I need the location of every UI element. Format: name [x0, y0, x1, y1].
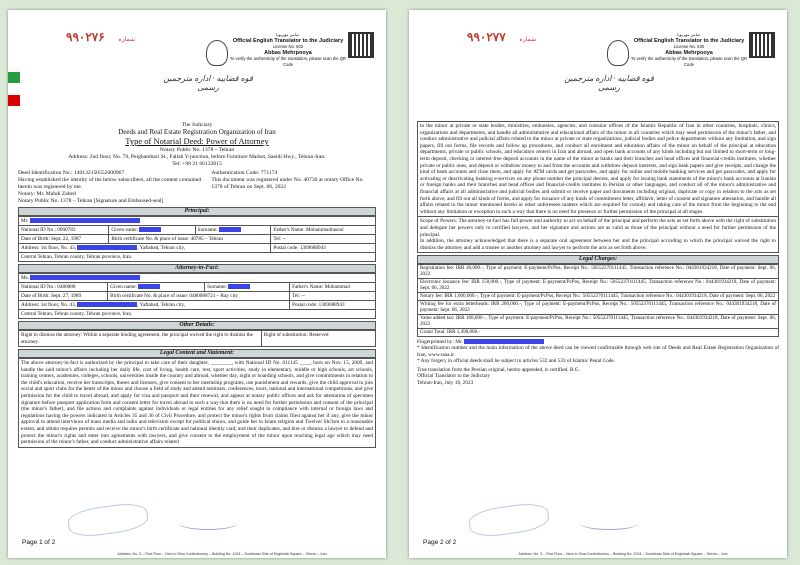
attorney-table: Ms. National ID No.: 0480088 Given name: Surname: Father's Name: Mohammad Date of Birth: Sept. 27, 1989 Birth certificate No. & place of issue: 0480088721 – Ray city Tel: -- Address: 1st floor, No. 43, , Yaftabad, Tehran city, Postal code: 1369688943 Central Tehran, Tehran county, Tehran province, Iran. [18, 273, 376, 319]
judiciary-header-fa: قوه قضاییه · اداره مترجمین رسمی [564, 74, 654, 92]
translator-seal-icon [467, 501, 550, 540]
note-verification: * Identification number and the main information of the above deed can be viewed confirmable through web site of Deeds and Real Estate Registration Organization of Iran, www.ssaa.ir. [417, 345, 779, 358]
charge-row: Electronic issuance fee: IRR 150,000.-, Type of payment: E-payment/PcPos, Receipt No.: 50552370111445, Transaction reference No.: 044301934218, Date of payment: Sept. 06, 2022 [418, 278, 779, 292]
principal-header: Principal: [18, 207, 376, 216]
document-page-1: ۹۹۰۲۷۶ شماره عباس مهرپویا Official English Translator to the Judiciary License No. 502 Abbas Mehrpooya To verify the authenticity of the translation, please scan the QR Code قوه قضاییه · اداره مترجمین رسمی The Judiciary Deeds and Real Estate Registration Organization of Iran Type of Notarial Deed: Power of Attorney Notary Public No. 1378 – Tehran Address: 2nd floor, No. 79, Peighambari St., Fallah Y-junction, before Furniture Market, Saeidi Hwy., Tehran-Iran. Tel: +98 21 66132015 Deed Identification No.: 140132150552000967 Authentication Code: 771174 Having established the identity of the below subscribers, all the content contained herein was registered by me. This document was registered under No. 40730 at notary Office No. 1378 of Tehran on Sept. 06, 2022 Notary: Mr. Mahdi Zahed Notary Public No. 1378 – Tehran [Signature and Embossed-seal] Principal: Mr. National ID No.: 0090783 Given name: Surname: Father's Name: Mohammadrasoul Date of Birth: Sept. 22, 1987 Birth certificate No. & place of issue: 40785 – Tehran Tel: -- Address: 1st floor, No. 43, , Yaftabad, Tehran city, Postal code: 1369688943 Central Tehran, Tehran county, Tehran province, Iran. Attorney-in-Fact: Ms. National ID No.: 0480088 Given name: Surname: Father's Name: Mohammad Date of Birth: Sept. 27, 1989 Birth certificate No. & place of issue: 0480088721 – Ray city Tel: -- Address: 1st floor, No. 43, , Yaftabad, Tehran city, Postal code: 1369688943 Central Tehran, Tehran county, Tehran province, Iran. Other Details: Right to dismiss the attorney: Within a separate binding agreement, the principal waived the right to dismiss the attorney. Right of substitution: Reserved Legal Content and Statement: The above attorney-in-fact is authorized by the principal to take care of their daughter, ________, with National ID No. 011145 ____, born on Nov. 15, 2009, and handle the said minor's affairs including her daily life, cost of living, health care, rest, sport activities, study in elementary, middle or high schools, art schools, training centers, academies, colleges, schools, universities inside the country and abroad, whether day, night or boarding schools, and give commitments in relation to the child's education, receive her transcripts, theses and licenses, give consent to her internship programs, use punishment and rewards, give the child approval to join social and sport clubs for the better of the minor and choose a field of study and attend seminars, conferences, tours, national and international competitions, and give permission for the child to travel abroad, and apply for visa and passport and their renewal, and appear at notary public offices and ask for attestation of specimen signature before passport application form and consent letter for travel abroad in such a way that there is no need for further permission and consent of the principal (the minor's father), and file actions and complaints against individuals or legal entities for any relief sought in compliance with internal or foreign laws and regulations having the powers indicated in Articles 35 and 36 of Civil Procedure, and protect the minor's rights from claims filed against her if any, give the minor approval to attend interviews of mass media and radio and television except for political shows, and guide her to Islam religion and Twelver Shi'ism to a reasonable extent, and obtain requires permits and receive the minor's birth certificate and national identity card, and their duplicates, and hire or dismiss a lawyer to defend and protect the minor's rights and enter into agreements with lawyers, and give consent to the employment of the minor upon reaching legal age which may need permission of the minor's father, and conduct administrative affairs related Page 1 of 2 Address: No. 3 – First Floor – Next to Sina Confectionery – Building No. 1024 – Southeast Side of Enghelab Square – Tehran – Iran [8, 10, 386, 558]
notary-signature: Notary Public No. 1378 – Tehran [Signature and Embossed-seal] [18, 198, 164, 204]
translator-stamp: عباس مهرپویا Official English Translator to the Judiciary License No. 502 Abbas Mehrpooya To verify the authenticity of the translation, please scan the QR Code [229, 32, 347, 67]
certification: True translation from the Persian original, hereto appended, is certified. [417, 366, 569, 373]
page-footer: Address: No. 3 – First Floor – Next to Sina Confectionery – Building No. 1024 – Southeast Side of Enghelab Square – Tehran – Iran [117, 552, 327, 556]
qr-code-icon[interactable] [348, 32, 374, 58]
scope-of-powers: Scope of Powers: The attorney-in-fact has full power and authority to act on behalf of the principal and perform the acts as set forth above with the right of substitution and delegate her powers only to certified lawyers, and her signature and actions are as valid as those of the principal without a need for further permission of the principal. [420, 218, 776, 238]
page-footer: Address: No. 3 – First Floor – Next to Sina Confectionery – Building No. 1024 – Southeast Side of Enghelab Square – Tehran – Iran [518, 552, 728, 556]
notary-name: Notary: Mr. Mahdi Zahed [18, 191, 76, 197]
statement-header: Legal Content and Statement: [18, 349, 376, 358]
deed-type: Power of Attorney [205, 136, 269, 146]
deed-type-label: Type of Notarial Deed [125, 136, 202, 146]
redaction [30, 218, 140, 223]
judiciary-header-fa: قوه قضاییه · اداره مترجمین رسمی [163, 74, 253, 92]
signature-icon [579, 516, 639, 530]
registered-note: This document was registered under No. 40730 at notary Office No. 1378 of Tehran on Sept. 06, 2022 [211, 177, 364, 190]
org-title: Deeds and Real Estate Registration Organization of Iran [118, 128, 276, 136]
grand-total: Grand Total: IRR 1,498,000.- [418, 328, 779, 336]
other-details-header: Other Details: [18, 321, 376, 330]
charge-row: Writing fee for extra letterheads: IRR 200,000.-, Type of payment: E-payment/PcPos, Receipt No.: 50552370111445, Transaction reference No.: 044301934218, Date of payment: Sept. 06, 2022 [418, 300, 779, 314]
judiciary-emblem-icon [206, 40, 228, 66]
serial-number: ۹۹۰۲۷۷ شماره [467, 30, 537, 44]
statement-continuation: to the minor at private or state bodies, ministries, embassies, agencies, and consular offices of the Islamic Republic of Iran in other countries, hospitals, clinics, organizations and departments, and handle all administrative and educational affairs of the minor in all countries which may need permission of the minor's father, and conduct administrative and judicial affairs related to the minor at private or state organizations, judicial bodies and police departments without any limitation, and sign papers, fill out forms, file records and follow up procedures, and conduct all enrolment and education affairs of the minor on behalf of the principal at education departments, private or public schools, and education centers in Iran and abroad, and open bank accounts of any kinds including but not limited to short-term or long-term deposit, checking or interest-free deposit accounts in the name of the minor at banks and their branches and head offices and financial-credits institutes, whether private or public ones, and deposit or withdraw money to and from the accounts and withdraw deposit interests, and sign bank papers and give receipts, and change the kind of bank accounts and close them, and apply for ATM cards and get passcodes, and apply for online and mobile banking services and get passcodes, and apply for activating or deactivating banking e-services on any phone number the principal desires, and apply for issuing bank statements of the minor's bank accounts at Iranian or foreign banks and their branches and head offices and financial-credits institutes in Persian or other languages, and conduct all of the minor's administrative and financial affairs at all administrative and judicial bodies and submit or receive paper and documents including original, duplicate or copy in relation to the acts as set forth above, and fill out all kinds of forms, and apply for issuance of any kinds of commitment letter, affidavit, letter of consent and signature attestation, and handle all affairs related to the minor mentioned herein or other unforeseen matters which are required for custody and taking care of the minor from the beginning to the end without any limitation or exception in such a way that there is no need for presence or further permission of the principal at all stages. [417, 121, 779, 217]
notary-tel: Tel: +98 21 66132015 [172, 161, 222, 167]
charges-header: Legal Charges: [417, 255, 779, 264]
redaction [464, 339, 544, 344]
identity-note: Having established the identity of the below subscribers, all the content contained herein was registered by me. [18, 177, 201, 190]
charge-row: Value added tax: IRR 108,000.-, Type of payment: E-payment/PcPos, Receipt No.: 50552370111445, Transaction reference No.: 044301934218, Date of payment: Sept. 06, 2022 [418, 314, 779, 328]
judiciary-emblem-icon [607, 40, 629, 66]
qr-code-icon[interactable] [749, 32, 775, 58]
translator-seal-icon [66, 501, 149, 540]
document-page-2 [409, 10, 787, 558]
redaction [30, 275, 140, 280]
attorney-header: Attorney-in-Fact: [18, 264, 376, 273]
note-forgery: * Any forgery in official deeds shall be subject to articles 532 and 533 of Islamic Penal Code. [417, 358, 616, 365]
other-details-table: Right to dismiss the attorney: Within a separate binding agreement, the principal waived the right to dismiss the attorney. Right of substitution: Reserved [18, 330, 376, 347]
fingerprinted-by: Fingerprinted by: Mr. [417, 338, 463, 345]
charges-table [417, 264, 779, 337]
serial-number: ۹۹۰۲۷۶ شماره [66, 30, 136, 44]
charge-row: Registration fee: IRR 40,000.-, Type of payment: E-payment/PcPos, Receipt No.: 50552370111445, Transaction reference No.: 044301934218, Date of payment: Sept. 06, 2022 [418, 264, 779, 278]
deed-id: Deed Identification No.: 140132150552000967 [18, 170, 125, 176]
place-date: Tehran-Iran, July 18, 2023 [417, 379, 474, 386]
judiciary-title: The Judiciary [181, 122, 213, 128]
page-number: Page 1 of 2 [22, 539, 56, 546]
translator-stamp: عباس مهرپویا Official English Translator to the Judiciary License No. 530 Abbas Mehrpooya To verify the authenticity of the translation, please scan the QR Code [630, 32, 748, 67]
charge-row: Notary fee: IRR 1,000,000.-, Type of payment: E-payment/PcPos, Receipt No.: 50552370111445, Transaction reference No.: 044301934218, Date of payment: Sept. 06, 2022 [418, 292, 779, 300]
notary-public: Notary Public No. 1378 – Tehran [159, 147, 235, 153]
acknowledgement: In addition, the attorney acknowledged that there is a separate oral agreement between her and the principal according to which the principal waived the right to dismiss the attorney and add a trustee or another attorney and lawyer to perform the acts as set forth above. [420, 238, 776, 251]
signature-icon [178, 516, 238, 530]
iran-flag-icon [8, 72, 20, 106]
notary-address: Address: 2nd floor, No. 79, Peighambari St., Fallah Y-junction, before Furniture Market, Saeidi Hwy., Tehran-Iran. [68, 154, 326, 160]
auth-code: Authentication Code: 771174 [211, 170, 278, 176]
legal-statement: The above attorney-in-fact is authorized by the principal to take care of their daughter, ________, with National ID No. 011145 ____, born on Nov. 15, 2009, and handle the said minor's affairs including her daily life, cost of living, health care, rest, sport activities, study in elementary, middle or high schools, art schools, training centers, academies, colleges, schools, universities inside the country and abroad, whether day, night or boarding schools, and give commitments in relation to the child's education, receive her transcripts, theses and licenses, give consent to her internship programs, use punishment and rewards, give the child approval to join social and sport clubs for the better of the minor and choose a field of study and attend seminars, conferences, tours, national and international competitions, and give permission for the child to travel abroad, and apply for visa and passport and their renewal, and appear at notary public offices and ask for attestation of specimen signature before passport application form and consent letter for travel abroad in such a way that there is no need for further permission and consent of the principal (the minor's father), and file actions and complaints against individuals or legal entities for any relief sought in compliance with internal or foreign laws and regulations having the powers indicated in Articles 35 and 36 of Civil Procedure, and protect the minor's rights from claims filed against her if any, give the minor approval to attend interviews of mass media and radio and television except for political shows, and guide her to Islam religion and Twelver Shi'ism to a reasonable extent, and obtain requires permits and receive the minor's birth certificate and national identity card, and their duplicates, and hire or dismiss a lawyer to defend and protect the minor's rights and enter into agreements with lawyers, and give consent to the employment of the minor upon reaching legal age which may need permission of the minor's father, and conduct administrative affairs related [18, 358, 376, 448]
principal-table: Mr. National ID No.: 0090783 Given name: Surname: Father's Name: Mohammadrasoul Date of Birth: Sept. 22, 1987 Birth certificate No. & place of issue: 40785 – Tehran Tel: -- Address: 1st floor, No. 43, , Yaftabad, Tehran city, Postal code: 1369688943 Central Tehran, Tehran county, Tehran province, Iran. [18, 216, 376, 262]
translator-initials: B.G. [569, 366, 580, 373]
official-translator: Official Translator to the Judiciary [417, 373, 491, 380]
page-number: Page 2 of 2 [423, 539, 457, 546]
